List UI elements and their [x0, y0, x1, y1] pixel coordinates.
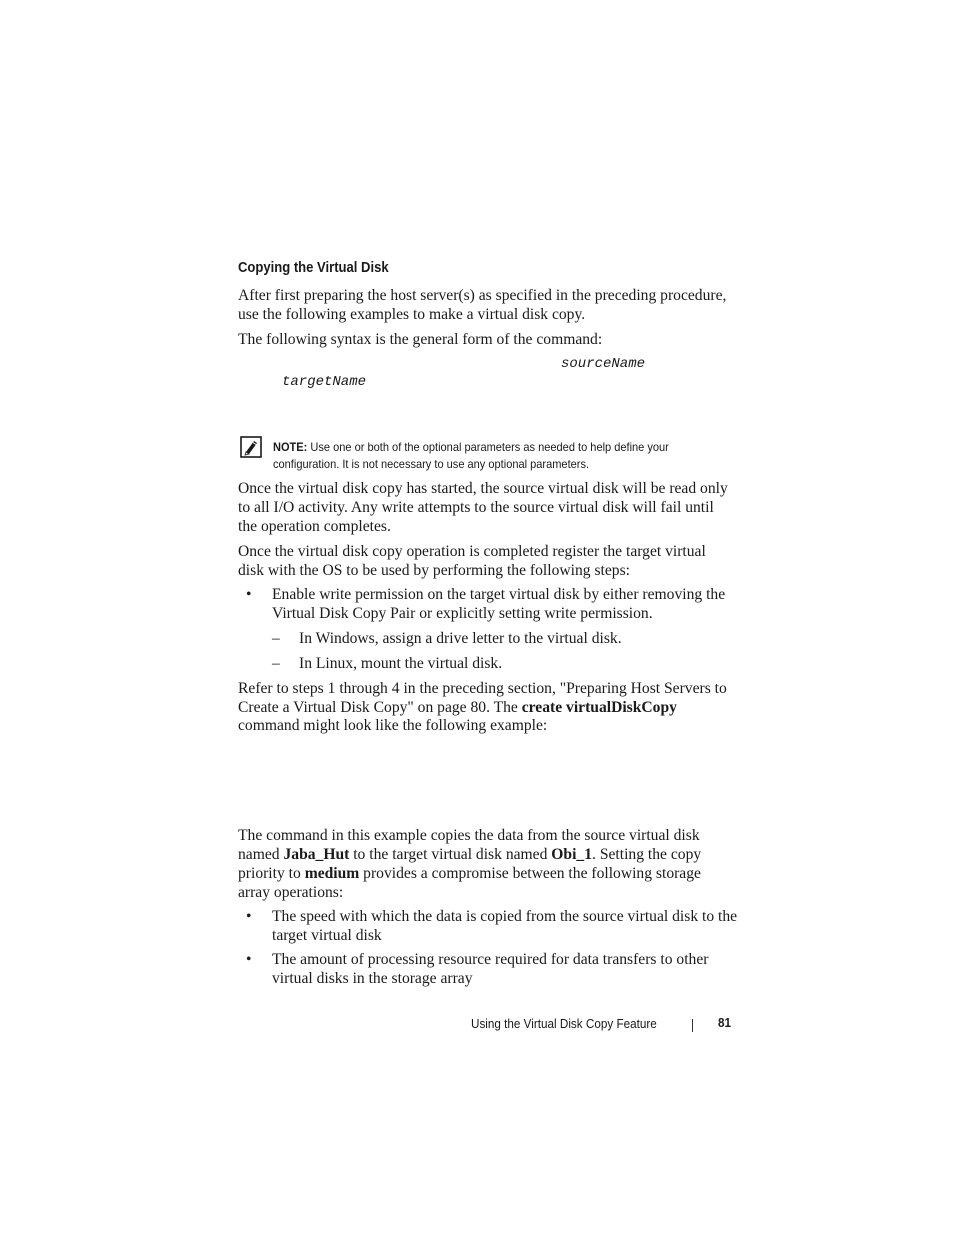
bullet-1-line-1: Enable write permission on the target virtual disk by either removing the	[272, 586, 726, 603]
sub-item-windows: In Windows, assign a drive letter to the virtual disk.	[299, 630, 622, 647]
example-line-1: The command in this example copies the data from the source virtual disk	[238, 827, 700, 844]
example-text: priority to	[238, 865, 305, 882]
bullet-speed-line-2: target virtual disk	[272, 927, 382, 944]
example-text: . Setting the copy	[592, 846, 702, 863]
refer-line-2-text: Create a Virtual Disk Copy" on page 80. The	[238, 699, 522, 716]
para-started-line-3: the operation completes.	[238, 518, 391, 535]
note-text	[273, 439, 733, 473]
para-started-line-2: to all I/O activity. Any write attempts to the source virtual disk will fail until	[238, 499, 714, 516]
footer-chapter-title: Using the Virtual Disk Copy Feature	[471, 1016, 657, 1031]
dash-marker: –	[272, 655, 280, 672]
example-text: named	[238, 846, 284, 863]
source-disk-name: Jaba_Hut	[283, 846, 350, 863]
example-text: to the target virtual disk named	[349, 846, 552, 863]
bullet-marker: •	[246, 951, 252, 968]
para-completed-line-2: disk with the OS to be used by performing the following steps:	[238, 562, 630, 579]
footer-page-number: 81	[718, 1015, 732, 1030]
bullet-speed-line-1: The speed with which the data is copied from the source virtual disk to the	[272, 908, 738, 925]
bullet-1-line-2: Virtual Disk Copy Pair or explicitly setting write permission.	[272, 605, 653, 622]
intro-line-2: use the following examples to make a virtual disk copy.	[238, 306, 586, 323]
bullet-marker: •	[246, 908, 252, 925]
note-label: NOTE:	[273, 440, 308, 454]
footer-divider	[692, 1019, 693, 1032]
syntax-intro: The following syntax is the general form of the command:	[238, 331, 603, 348]
refer-line-3: command might look like the following example:	[238, 717, 548, 734]
refer-line-2	[238, 698, 677, 717]
example-line-2	[238, 845, 701, 864]
code-source-name: sourceName	[561, 356, 646, 372]
code-target-name: targetName	[282, 374, 367, 390]
bullet-resources-line-2: virtual disks in the storage array	[272, 970, 473, 987]
command-name: create virtualDiskCopy	[521, 699, 677, 716]
example-line-4: array operations:	[238, 884, 344, 901]
priority-value: medium	[304, 865, 360, 882]
para-completed-line-1: Once the virtual disk copy operation is completed register the target virtual	[238, 543, 706, 560]
example-text: provides a compromise between the following storage	[359, 865, 701, 882]
target-disk-name: Obi_1	[551, 846, 593, 863]
example-line-3	[238, 864, 701, 883]
intro-line-1: After first preparing the host server(s) as specified in the preceding procedure,	[238, 287, 727, 304]
note-pencil-icon	[240, 436, 262, 458]
bullet-resources-line-1: The amount of processing resource required for data transfers to other	[272, 951, 709, 968]
sub-item-linux: In Linux, mount the virtual disk.	[299, 655, 503, 672]
section-heading: Copying the Virtual Disk	[238, 260, 389, 276]
refer-line-1: Refer to steps 1 through 4 in the preceding section, "Preparing Host Servers to	[238, 680, 727, 697]
note-line-2: configuration. It is not necessary to use any optional parameters.	[273, 457, 590, 471]
dash-marker: –	[272, 630, 280, 647]
bullet-marker: •	[246, 586, 252, 603]
note-line-1: Use one or both of the optional parameters as needed to help define your	[310, 440, 669, 454]
para-started-line-1: Once the virtual disk copy has started, the source virtual disk will be read only	[238, 480, 728, 497]
